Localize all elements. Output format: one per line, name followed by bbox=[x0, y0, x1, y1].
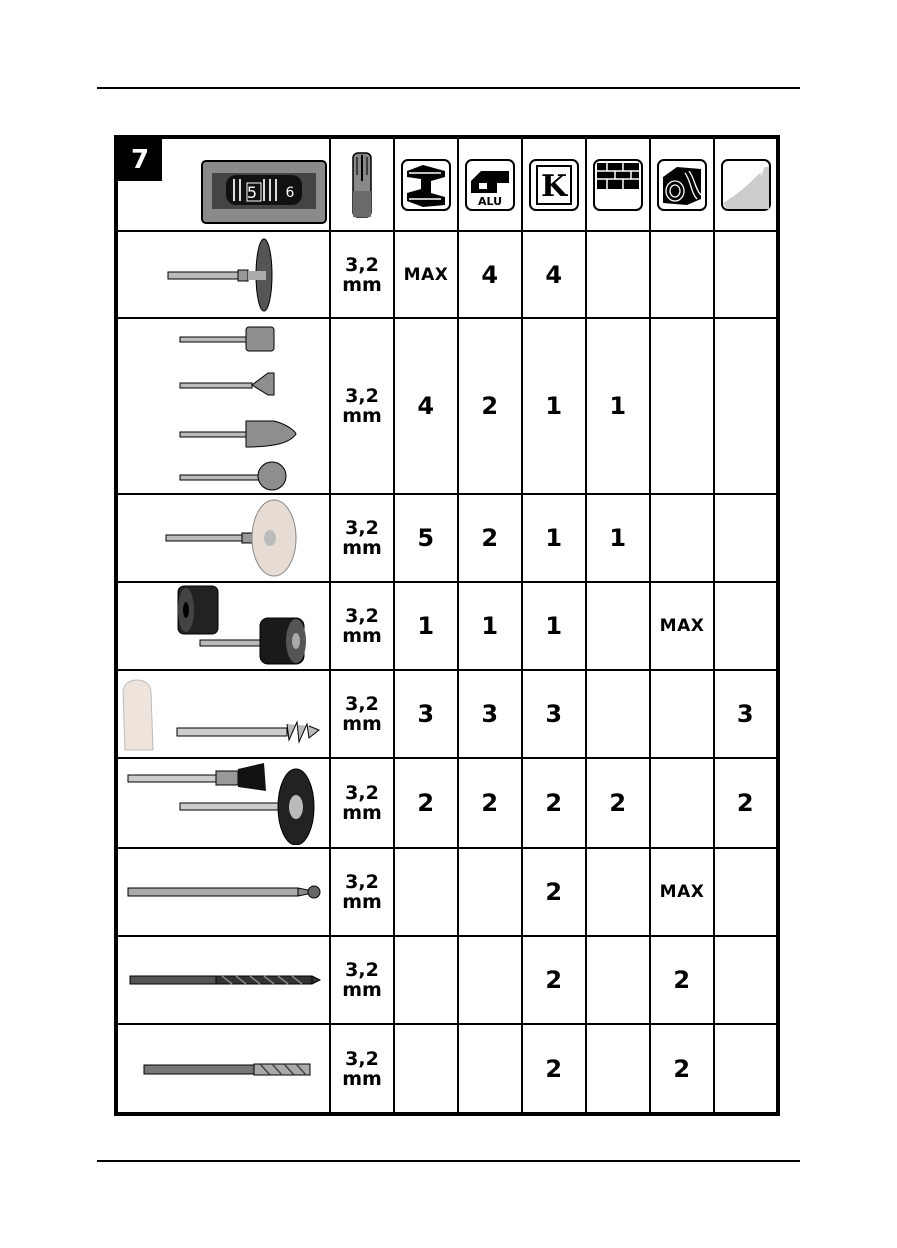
ball-engraving-bit-icon bbox=[124, 872, 324, 912]
tool-cell bbox=[116, 582, 330, 670]
table-row bbox=[116, 758, 778, 848]
value-cell bbox=[650, 231, 714, 318]
value-cell: 1 bbox=[394, 582, 458, 670]
collet-size: 3,2 mm bbox=[330, 848, 394, 936]
aluminium-header bbox=[458, 137, 522, 231]
table-row bbox=[116, 848, 778, 936]
tool-cell bbox=[116, 318, 330, 494]
value-cell: 4 bbox=[522, 231, 586, 318]
wood-icon bbox=[657, 159, 707, 211]
value-cell: MAX bbox=[394, 231, 458, 318]
value-cell bbox=[394, 848, 458, 936]
tool-cell bbox=[116, 758, 330, 848]
collet-size: 3,2 mm bbox=[330, 1024, 394, 1114]
bottom-rule bbox=[97, 1160, 800, 1162]
value-cell: 2 bbox=[650, 936, 714, 1024]
top-rule bbox=[97, 87, 800, 89]
table-row bbox=[116, 494, 778, 582]
speed-dial-value-6: 6 bbox=[285, 185, 295, 201]
plastic-header bbox=[522, 137, 586, 231]
collet-size: 3,2 mm bbox=[330, 936, 394, 1024]
value-cell: 3 bbox=[714, 670, 778, 758]
value-cell: 2 bbox=[522, 1024, 586, 1114]
collet-icon bbox=[347, 151, 377, 219]
table-row bbox=[116, 670, 778, 758]
grinding-stones-icon bbox=[124, 321, 324, 491]
speed-setting-table bbox=[114, 135, 780, 1116]
value-cell: 2 bbox=[458, 318, 522, 494]
value-cell bbox=[650, 318, 714, 494]
value-cell bbox=[394, 1024, 458, 1114]
speed-dial-icon bbox=[200, 159, 330, 227]
value-cell bbox=[714, 936, 778, 1024]
table-row bbox=[116, 1024, 778, 1114]
tool-cell bbox=[116, 936, 330, 1024]
collet-size: 3,2 mm bbox=[330, 582, 394, 670]
value-cell: 4 bbox=[458, 231, 522, 318]
collet-size: 3,2 mm bbox=[330, 231, 394, 318]
value-cell bbox=[586, 231, 650, 318]
value-cell: 5 bbox=[394, 494, 458, 582]
aluminium-label: ALU bbox=[477, 194, 503, 208]
table-row bbox=[116, 318, 778, 494]
value-cell bbox=[650, 494, 714, 582]
figure-number: 7 bbox=[118, 139, 162, 181]
value-cell bbox=[650, 758, 714, 848]
value-cell: 2 bbox=[586, 758, 650, 848]
value-cell: 1 bbox=[586, 494, 650, 582]
value-cell bbox=[458, 936, 522, 1024]
value-cell: 2 bbox=[522, 758, 586, 848]
plastic-icon bbox=[529, 159, 579, 211]
felt-polishing-cone-icon bbox=[119, 672, 329, 756]
value-cell: 1 bbox=[586, 318, 650, 494]
table-row bbox=[116, 231, 778, 318]
value-cell bbox=[714, 231, 778, 318]
value-cell: MAX bbox=[650, 848, 714, 936]
wood-header bbox=[650, 137, 714, 231]
collet-size: 3,2 mm bbox=[330, 758, 394, 848]
value-cell bbox=[586, 582, 650, 670]
collet-size: 3,2 mm bbox=[330, 318, 394, 494]
speed-dial-value-5: 5 bbox=[246, 183, 258, 202]
value-cell bbox=[714, 1024, 778, 1114]
value-cell bbox=[586, 1024, 650, 1114]
value-cell: 2 bbox=[522, 936, 586, 1024]
value-cell: 1 bbox=[522, 318, 586, 494]
value-cell bbox=[714, 494, 778, 582]
value-cell: 3 bbox=[522, 670, 586, 758]
value-cell: 2 bbox=[522, 848, 586, 936]
tool-cell bbox=[116, 231, 330, 318]
brick-icon bbox=[593, 159, 643, 211]
value-cell bbox=[394, 936, 458, 1024]
value-cell: 3 bbox=[458, 670, 522, 758]
value-cell bbox=[714, 582, 778, 670]
tool-cell bbox=[116, 1024, 330, 1114]
value-cell bbox=[586, 936, 650, 1024]
tool-cell bbox=[116, 670, 330, 758]
value-cell: 3 bbox=[394, 670, 458, 758]
value-cell bbox=[714, 318, 778, 494]
value-cell: 2 bbox=[714, 758, 778, 848]
steel-header bbox=[394, 137, 458, 231]
cutting-disc-icon bbox=[124, 236, 324, 314]
value-cell: 1 bbox=[458, 582, 522, 670]
aluminium-icon bbox=[465, 159, 515, 211]
table-row bbox=[116, 582, 778, 670]
value-cell bbox=[458, 848, 522, 936]
ceramic-icon bbox=[721, 159, 771, 211]
value-cell: 2 bbox=[458, 758, 522, 848]
collet-header bbox=[330, 137, 394, 231]
collet-size: 3,2 mm bbox=[330, 494, 394, 582]
value-cell: MAX bbox=[650, 582, 714, 670]
twist-drill-icon bbox=[124, 965, 324, 995]
plastic-label: K bbox=[540, 168, 568, 204]
table-row bbox=[116, 936, 778, 1024]
speed-dial-cell bbox=[116, 137, 330, 231]
value-cell bbox=[458, 1024, 522, 1114]
brick-header bbox=[586, 137, 650, 231]
milling-cutter-icon bbox=[124, 1054, 324, 1084]
sanding-drums-icon bbox=[124, 584, 324, 668]
felt-polishing-wheel-icon bbox=[124, 497, 324, 579]
wire-brushes-icon bbox=[124, 761, 324, 845]
value-cell: 2 bbox=[394, 758, 458, 848]
value-cell bbox=[586, 670, 650, 758]
steel-icon bbox=[401, 159, 451, 211]
value-cell: 2 bbox=[458, 494, 522, 582]
value-cell: 4 bbox=[394, 318, 458, 494]
value-cell: 2 bbox=[650, 1024, 714, 1114]
value-cell bbox=[714, 848, 778, 936]
tool-cell bbox=[116, 848, 330, 936]
ceramic-header bbox=[714, 137, 778, 231]
collet-size: 3,2 mm bbox=[330, 670, 394, 758]
header-row bbox=[116, 137, 778, 231]
tool-cell bbox=[116, 494, 330, 582]
value-cell bbox=[586, 848, 650, 936]
value-cell bbox=[650, 670, 714, 758]
value-cell: 1 bbox=[522, 582, 586, 670]
value-cell: 1 bbox=[522, 494, 586, 582]
